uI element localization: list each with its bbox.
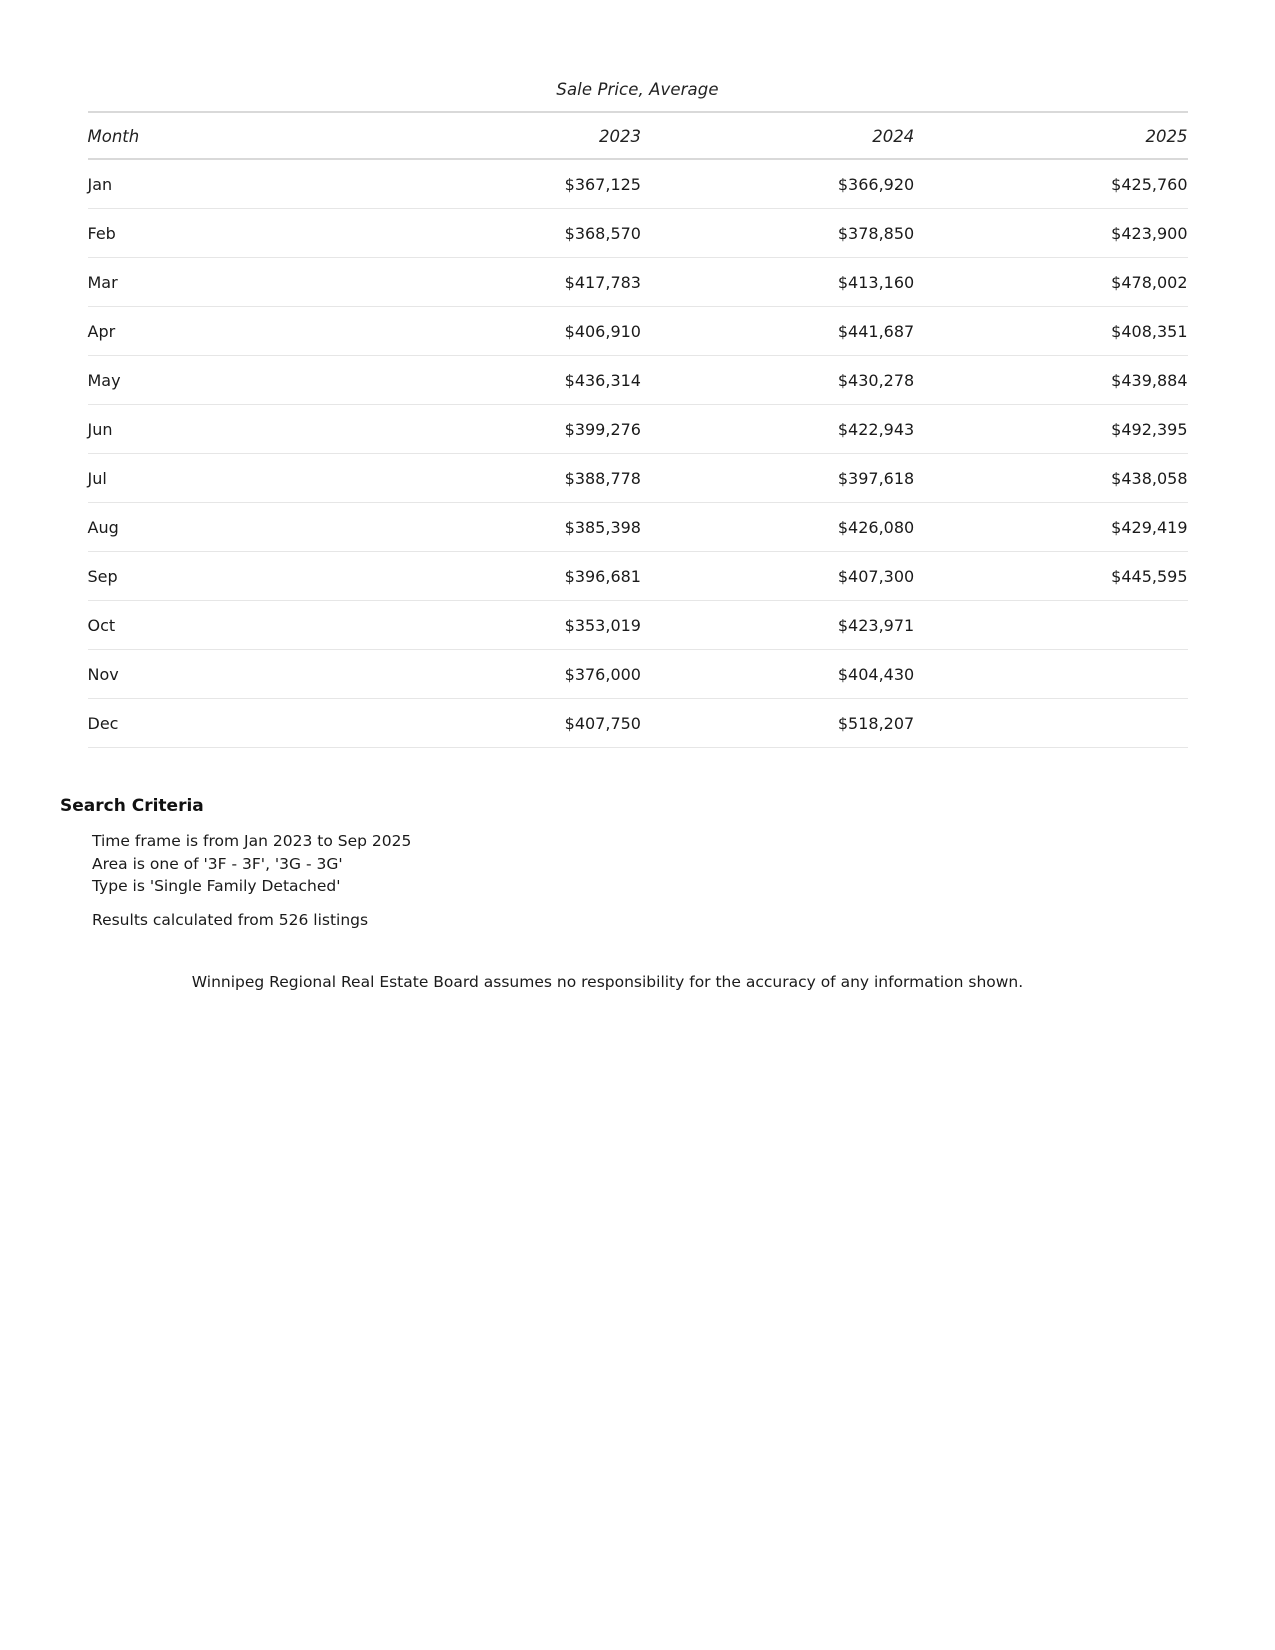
- cell-2024: $422,943: [641, 405, 914, 454]
- cell-month: Jan: [88, 159, 368, 209]
- cell-2025: $423,900: [914, 209, 1187, 258]
- cell-2024: $378,850: [641, 209, 914, 258]
- cell-2025: $408,351: [914, 307, 1187, 356]
- cell-2025: [914, 601, 1187, 650]
- cell-2025: $425,760: [914, 159, 1187, 209]
- report-title: Sale Price, Average: [556, 80, 719, 99]
- table-row: [88, 258, 1188, 307]
- cell-2023: $399,276: [368, 405, 641, 454]
- cell-month: Oct: [88, 601, 368, 650]
- table-row: [88, 209, 1188, 258]
- cell-2024: $404,430: [641, 650, 914, 699]
- table-row: [88, 454, 1188, 503]
- cell-2024: $426,080: [641, 503, 914, 552]
- table-row: [88, 601, 1188, 650]
- table-row: [88, 650, 1188, 699]
- cell-2024: $413,160: [641, 258, 914, 307]
- cell-2023: $385,398: [368, 503, 641, 552]
- table-row: [88, 699, 1188, 748]
- cell-2024: $430,278: [641, 356, 914, 405]
- cell-2023: $367,125: [368, 159, 641, 209]
- cell-month: May: [88, 356, 368, 405]
- cell-2025: $439,884: [914, 356, 1187, 405]
- table-row: [88, 356, 1188, 405]
- cell-2023: $436,314: [368, 356, 641, 405]
- cell-month: Apr: [88, 307, 368, 356]
- table-body: [88, 159, 1188, 748]
- column-header-2025: 2025: [914, 112, 1187, 159]
- criteria-line-type: Type is 'Single Family Detached': [92, 877, 341, 895]
- cell-2024: $407,300: [641, 552, 914, 601]
- criteria-line-timeframe: Time frame is from Jan 2023 to Sep 2025: [92, 832, 412, 850]
- cell-month: Nov: [88, 650, 368, 699]
- search-criteria-list: [60, 830, 1215, 898]
- cell-2023: $376,000: [368, 650, 641, 699]
- cell-2023: $406,910: [368, 307, 641, 356]
- cell-2025: [914, 650, 1187, 699]
- cell-2025: $492,395: [914, 405, 1187, 454]
- table-row: [88, 503, 1188, 552]
- cell-month: Dec: [88, 699, 368, 748]
- cell-month: Aug: [88, 503, 368, 552]
- cell-2025: [914, 699, 1187, 748]
- cell-2023: $388,778: [368, 454, 641, 503]
- cell-2025: $429,419: [914, 503, 1187, 552]
- cell-2024: $397,618: [641, 454, 914, 503]
- cell-month: Sep: [88, 552, 368, 601]
- cell-2024: $366,920: [641, 159, 914, 209]
- search-criteria-section: [60, 796, 1215, 929]
- cell-2023: $353,019: [368, 601, 641, 650]
- cell-2023: $407,750: [368, 699, 641, 748]
- table-row: [88, 405, 1188, 454]
- column-header-2024: 2024: [641, 112, 914, 159]
- search-criteria-heading: Search Criteria: [60, 796, 204, 816]
- cell-2025: $478,002: [914, 258, 1187, 307]
- cell-month: Jul: [88, 454, 368, 503]
- cell-2024: $441,687: [641, 307, 914, 356]
- column-header-2023: 2023: [368, 112, 641, 159]
- criteria-line-area: Area is one of '3F - 3F', '3G - 3G': [92, 854, 343, 873]
- cell-2024: $518,207: [641, 699, 914, 748]
- disclaimer-text: Winnipeg Regional Real Estate Board assumes no responsibility for the accuracy of any information shown.: [191, 972, 1024, 991]
- cell-month: Jun: [88, 405, 368, 454]
- sale-price-table: [88, 111, 1188, 748]
- table-header: [88, 112, 1188, 159]
- table-row: [88, 307, 1188, 356]
- table-row: [88, 552, 1188, 601]
- cell-2024: $423,971: [641, 601, 914, 650]
- cell-2023: $396,681: [368, 552, 641, 601]
- column-header-month: Month: [88, 112, 368, 159]
- cell-month: Mar: [88, 258, 368, 307]
- criteria-results-count: Results calculated from 526 listings: [92, 910, 369, 929]
- table-header-row: [88, 112, 1188, 159]
- cell-2023: $368,570: [368, 209, 641, 258]
- cell-month: Feb: [88, 209, 368, 258]
- cell-2023: $417,783: [368, 258, 641, 307]
- cell-2025: $438,058: [914, 454, 1187, 503]
- cell-2025: $445,595: [914, 552, 1187, 601]
- table-row: [88, 159, 1188, 209]
